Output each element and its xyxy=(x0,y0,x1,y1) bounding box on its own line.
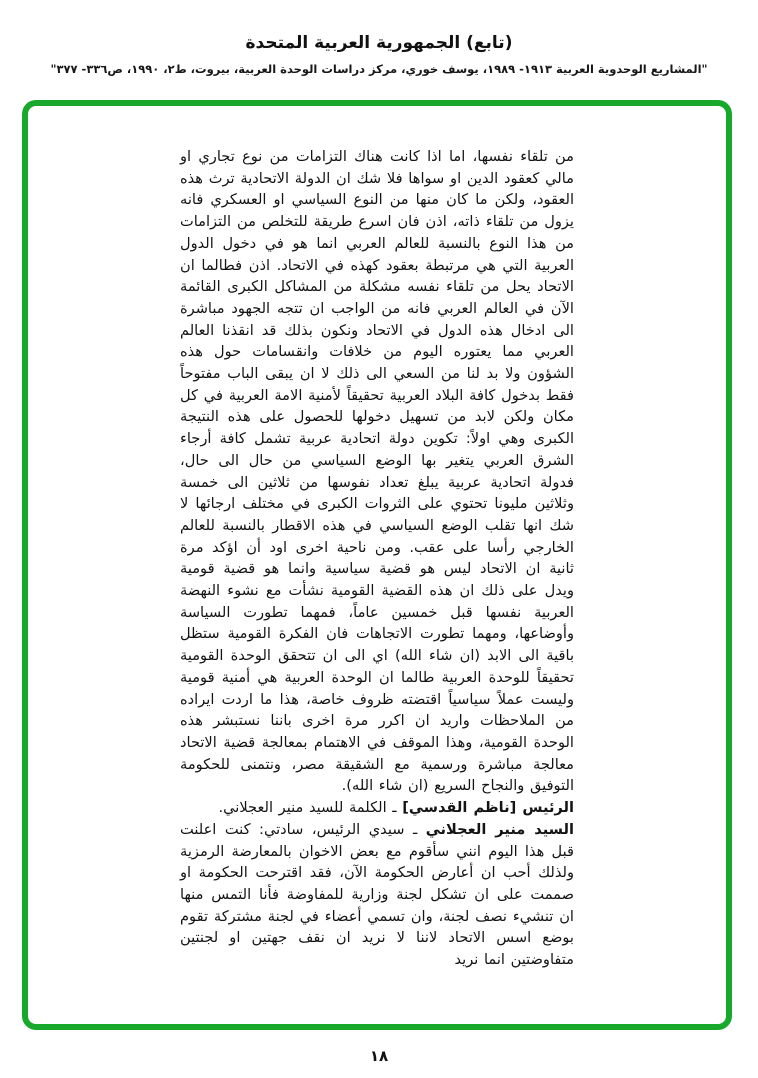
speaker-name-chairman: الرئيس [ناظم القدسي] xyxy=(402,799,574,817)
page-header xyxy=(0,0,758,76)
paragraph-text: ـ سيدي الرئيس، سادتي: كنت اعلنت قبل هذا اليوم انني سأقوم مع بعض الاخوان بالمعارضة الرمزية ولذلك أحب ان أعارض الحكومة الآن، فقد اقترحت الحكومة او صممت على ان تشكل لجنة وزارية للمفاوضة فأنا التمس منها ان تنشيء نصف لجنة، وان تسمي أعضاء في لجنة مشتركة تقوم بوضع اسس الاتحاد لاننا لا نريد ان نقف جهتين او لجنتين متفاوضتين انما نريد xyxy=(180,820,574,969)
page-title: (تابع) الجمهورية العربية المتحدة xyxy=(245,33,513,53)
citation-line: "المشاريع الوحدوية العربية ١٩١٣- ١٩٨٩، يوسف خوري، مركز دراسات الوحدة العربية، بيروت، ط٢، ١٩٩٠، ص٣٣٦- ٣٧٧" xyxy=(50,62,708,76)
paragraph-text: ـ الكلمة للسيد منير العجلاني. xyxy=(218,799,403,817)
paragraph-text: من تلقاء نفسها، اما اذا كانت هناك التزامات من نوع تجاري او مالي كعقود الدين او سواها فلا شك ان الدولة الاتحادية ترث هذه العقود، ولكن ما كان منها من النوع السياسي او العسكري فانه يزول من تلقاء ذاته، اذن فان اسرع طريقة للتخلص من التزامات من هذا النوع بالنسبة للعالم العربي انما هو في دخول الدول العربية التي هي مرتبطة بعقود كهذه في الاتحاد. اذن فطالما ان الاتحاد يحل من تلقاء نفسه مشكلة من المشاكل الكبرى القائمة الآن في العالم العربي فانه من الواجب ان تتجه الجهود مباشرة الى ادخال هذه الدول في الاتحاد ونكون بذلك قد انقذنا العالم العربي مما يعتوره اليوم من خلافات وانقسامات حول هذه الشؤون ولا بد لنا من السعي الى ذلك لا ان يبقى الباب مفتوحاً فقط بدخول كافة البلاد العربية تحقيقاً لأمنية الامة العربية في كل مكان ولكن لابد من تسهيل دخولها للحصول على هذه النتيجة الكبرى وهي اولاً: تكوين دولة اتحادية عربية تشمل كافة أرجاء الشرق العربي يتغير بها الوضع السياسي من حال الى حال، فدولة اتحادية عربية يبلغ تعداد نفوسها من ثلاثين الى خمسة وثلاثين مليونا تحتوي على الثروات الكبرى في مختلف ارجائها لا شك انها تقلب الوضع السياسي في هذه الاقطار بالنسبة للعالم الخارجي رأسا على عقب. ومن ناحية اخرى اود أن اؤكد مرة ثانية ان الاتحاد ليس هو قضية سياسية وانما هو قضية قومية ويدل على ذلك ان هذه القضية القومية نشأت مع نشوء النهضة العربية نفسها قبل خمسين عاماً، فمهما تطورت السياسة وأوضاعها، ومهما تطورت الاتجاهات فان الفكرة القومية ستظل باقية الى الابد (ان شاء الله) اي الى ان تتحقق الوحدة القومية تحقيقاً للوحدة العربية طالما ان الوحدة العربية هي أمنية قومية وليست عملاً سياسياً اقتضته ظروف خاصة، هذا ما اردت ايراده من الملاحظات واريد ان اكرر مرة اخرى باننا نستبشر هذه الوحدة القومية، وهذا الموقف في الاهتمام بمعالجة قضية الاتحاد معالجة مباشرة ورسمية مع الشقيقة مصر، ونتمنى للحكومة التوفيق والنجاح السريع (ان شاء الله). xyxy=(180,148,574,795)
green-border-frame xyxy=(22,100,732,1030)
paragraph-continuation xyxy=(180,146,574,797)
paragraph-speech xyxy=(180,819,574,971)
paragraph-chairman-line xyxy=(180,797,574,819)
page-number: ١٨ xyxy=(369,1047,389,1065)
body-text-column xyxy=(180,146,574,971)
speaker-name-ajlani: السيد منير العجلاني xyxy=(425,820,574,838)
